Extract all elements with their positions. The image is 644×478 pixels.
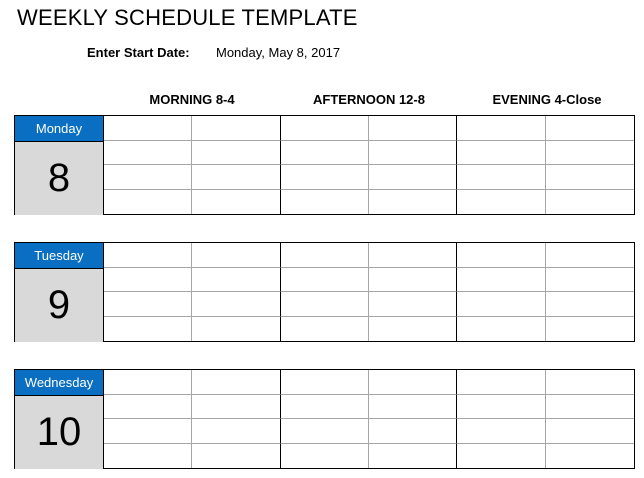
schedule-cell[interactable] [546, 317, 634, 342]
schedule-cell[interactable] [281, 395, 369, 420]
schedule-cell[interactable] [281, 317, 369, 342]
schedule-cell[interactable] [369, 116, 457, 141]
schedule-cell[interactable] [457, 165, 545, 190]
shift-header-evening: EVENING 4-Close [492, 92, 602, 107]
schedule-cell[interactable] [546, 116, 634, 141]
shift-header-afternoon: AFTERNOON 12-8 [313, 92, 425, 107]
schedule-cell[interactable] [457, 116, 545, 141]
schedule-cell[interactable] [281, 190, 369, 215]
schedule-cell[interactable] [546, 165, 634, 190]
shift-header-morning: MORNING 8-4 [149, 92, 235, 107]
schedule-cell[interactable] [281, 165, 369, 190]
schedule-cell[interactable] [457, 395, 545, 420]
schedule-cell[interactable] [369, 190, 457, 215]
schedule-cell[interactable] [192, 395, 280, 420]
schedule-cell[interactable] [192, 268, 280, 293]
schedule-cell[interactable] [281, 419, 369, 444]
schedule-cell[interactable] [546, 444, 634, 469]
schedule-cell[interactable] [546, 190, 634, 215]
schedule-cell[interactable] [104, 141, 192, 166]
schedule-cell[interactable] [369, 370, 457, 395]
schedule-cell[interactable] [192, 243, 280, 268]
schedule-cell[interactable] [369, 141, 457, 166]
day-block-tuesday [14, 242, 635, 342]
shift-grid [104, 243, 634, 341]
day-date: 9 [15, 269, 103, 342]
schedule-cell[interactable] [369, 317, 457, 342]
schedule-cell[interactable] [369, 395, 457, 420]
day-name: Tuesday [15, 243, 103, 269]
schedule-cell[interactable] [281, 370, 369, 395]
day-date: 10 [15, 396, 103, 469]
schedule-cell[interactable] [192, 190, 280, 215]
page-title: WEEKLY SCHEDULE TEMPLATE [17, 5, 358, 30]
schedule-cell[interactable] [104, 370, 192, 395]
schedule-cell[interactable] [457, 243, 545, 268]
start-date-label: Enter Start Date: [87, 45, 190, 60]
schedule-cell[interactable] [192, 419, 280, 444]
schedule-cell[interactable] [546, 370, 634, 395]
schedule-cell[interactable] [192, 165, 280, 190]
schedule-cell[interactable] [104, 419, 192, 444]
schedule-cell[interactable] [546, 419, 634, 444]
schedule-cell[interactable] [192, 370, 280, 395]
start-date-field[interactable]: Monday, May 8, 2017 [216, 45, 341, 60]
schedule-cell[interactable] [281, 444, 369, 469]
schedule-cell[interactable] [104, 444, 192, 469]
schedule-cell[interactable] [457, 190, 545, 215]
schedule-cell[interactable] [104, 165, 192, 190]
schedule-cell[interactable] [546, 243, 634, 268]
schedule-cell[interactable] [281, 268, 369, 293]
schedule-cell[interactable] [369, 268, 457, 293]
shift-grid [104, 116, 634, 214]
schedule-cell[interactable] [192, 292, 280, 317]
schedule-cell[interactable] [457, 419, 545, 444]
schedule-cell[interactable] [369, 292, 457, 317]
schedule-cell[interactable] [546, 292, 634, 317]
schedule-cell[interactable] [457, 292, 545, 317]
schedule-cell[interactable] [281, 243, 369, 268]
schedule-cell[interactable] [281, 116, 369, 141]
schedule-cell[interactable] [546, 268, 634, 293]
day-block-monday [14, 115, 635, 215]
schedule-cell[interactable] [546, 395, 634, 420]
schedule-cell[interactable] [281, 141, 369, 166]
schedule-cell[interactable] [104, 317, 192, 342]
shift-grid [104, 370, 634, 468]
schedule-cell[interactable] [104, 292, 192, 317]
day-block-wednesday [14, 369, 635, 469]
schedule-cell[interactable] [192, 116, 280, 141]
schedule-cell[interactable] [104, 116, 192, 141]
schedule-cell[interactable] [369, 419, 457, 444]
schedule-cell[interactable] [192, 317, 280, 342]
schedule-cell[interactable] [546, 141, 634, 166]
schedule-cell[interactable] [369, 165, 457, 190]
schedule-cell[interactable] [369, 444, 457, 469]
schedule-cell[interactable] [104, 243, 192, 268]
schedule-cell[interactable] [457, 317, 545, 342]
day-name: Wednesday [15, 370, 103, 396]
schedule-cell[interactable] [457, 268, 545, 293]
schedule-cell[interactable] [192, 444, 280, 469]
schedule-cell[interactable] [192, 141, 280, 166]
schedule-cell[interactable] [457, 370, 545, 395]
schedule-cell[interactable] [104, 268, 192, 293]
schedule-cell[interactable] [104, 395, 192, 420]
day-name: Monday [15, 116, 103, 142]
schedule-cell[interactable] [104, 190, 192, 215]
schedule-cell[interactable] [457, 444, 545, 469]
schedule-cell[interactable] [457, 141, 545, 166]
day-date: 8 [15, 142, 103, 215]
schedule-cell[interactable] [369, 243, 457, 268]
schedule-cell[interactable] [281, 292, 369, 317]
